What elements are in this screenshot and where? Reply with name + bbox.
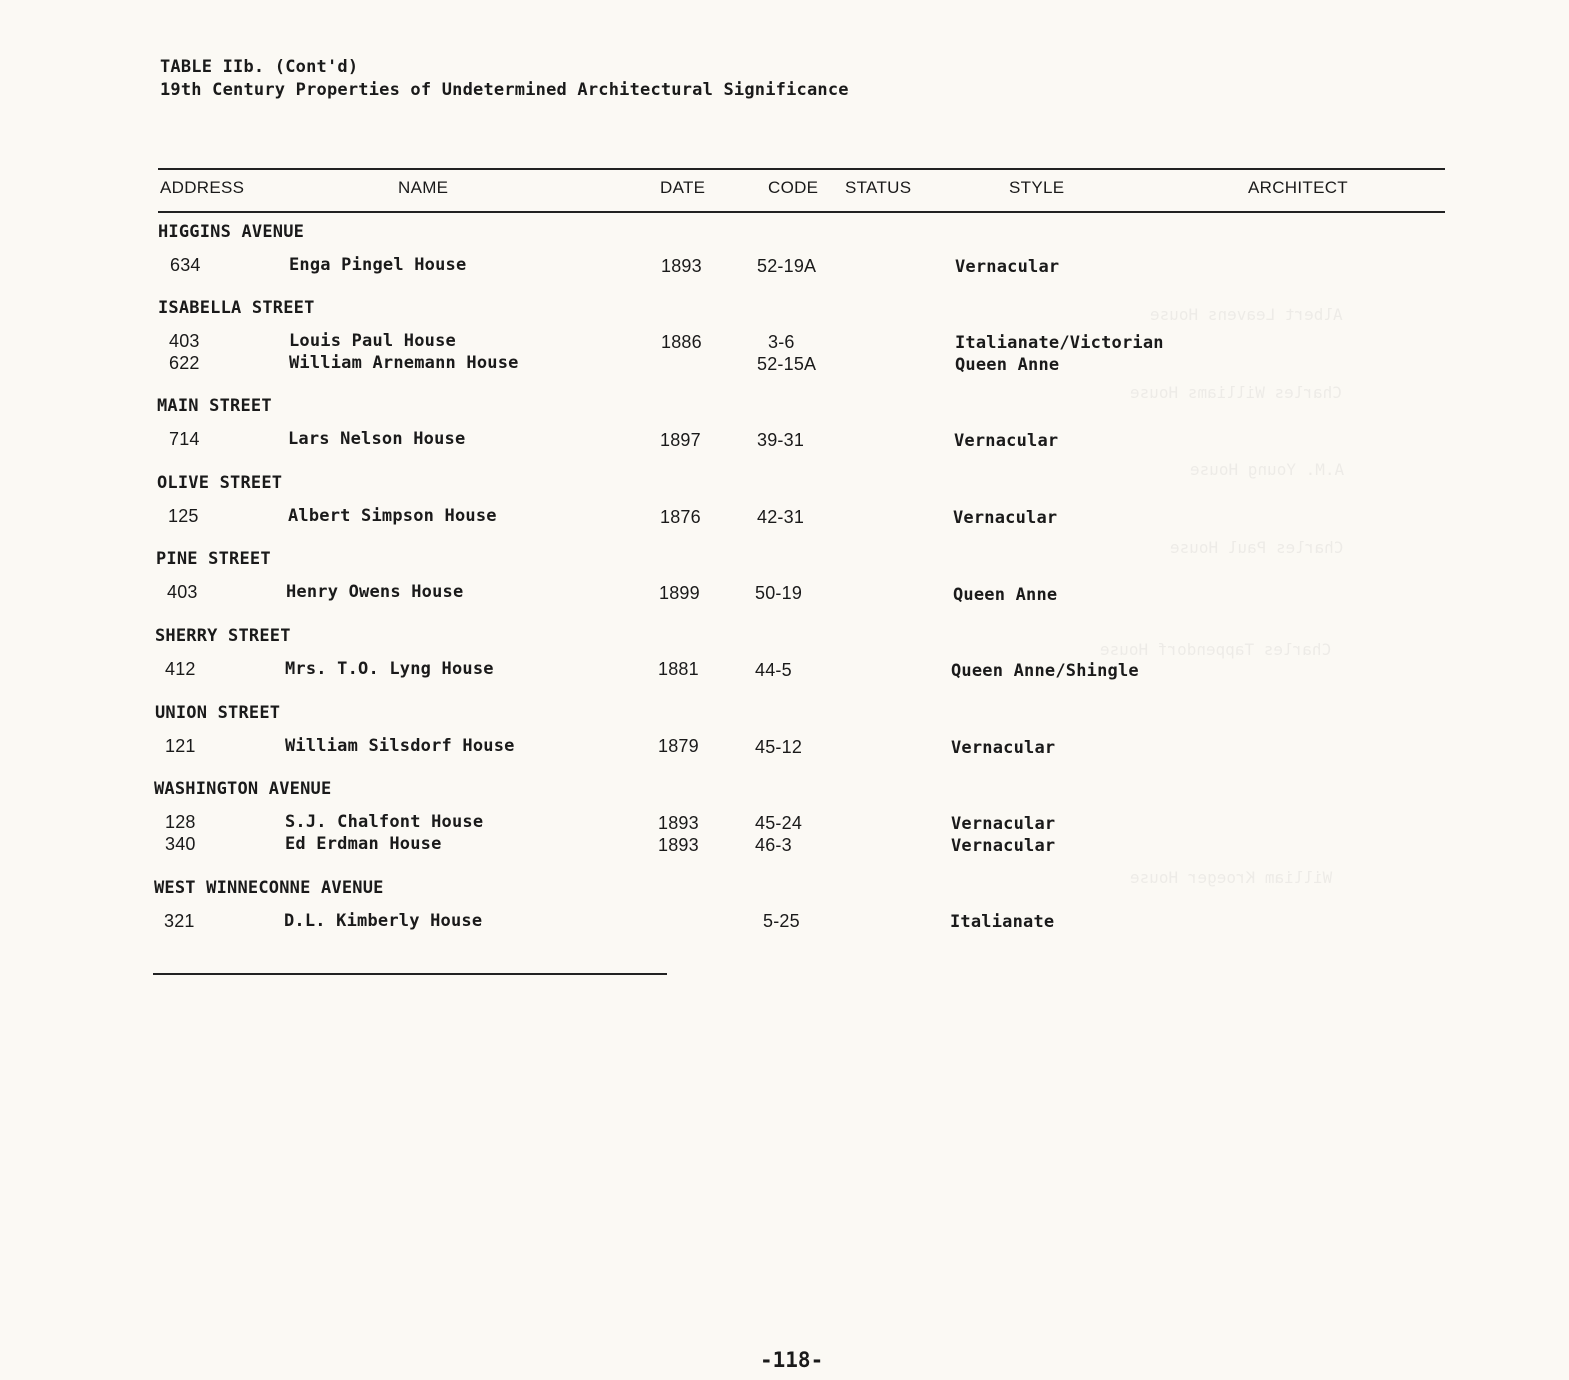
row-code: 50-19 [755,583,803,603]
row-name: D.L. Kimberly House [284,911,483,931]
row-name: Albert Simpson House [288,506,497,526]
row-date: 1899 [659,583,700,603]
header-bottom-rule [158,211,1445,213]
row-code: 3-6 [768,332,795,352]
row-date: 1893 [661,256,702,276]
street-heading: HIGGINS AVENUE [158,222,305,242]
row-style: Vernacular [954,431,1059,451]
row-style: Queen Anne/Shingle [951,661,1139,681]
row-name: Lars Nelson House [288,429,466,449]
row-style: Queen Anne [953,585,1058,605]
street-heading: PINE STREET [156,549,271,569]
row-name: William Arnemann House [289,353,519,373]
header-top-rule [158,168,1445,170]
bleed-through-decoration: William Kroeger House [1130,868,1333,887]
row-address: 128 [165,812,196,832]
row-date: 1897 [660,430,701,450]
table-title-line1: TABLE IIb. (Cont'd) [160,57,359,77]
row-date: 1893 [658,835,699,855]
table-title [160,56,849,102]
column-header-code: CODE [768,178,819,197]
row-code: 52-15A [757,354,817,374]
bleed-through-decoration: A.M. Young House [1190,460,1345,479]
column-header-style: STYLE [1009,178,1065,197]
column-header-address: ADDRESS [160,178,245,197]
table-title-line2: 19th Century Properties of Undetermined Architectural Significance [160,80,849,100]
row-code: 45-24 [755,813,803,833]
column-header-architect: ARCHITECT [1248,178,1348,197]
row-style: Vernacular [953,508,1058,528]
row-code: 5-25 [763,911,800,931]
row-code: 46-3 [755,835,792,855]
row-address: 403 [169,331,200,351]
street-heading: UNION STREET [155,703,281,723]
row-name: Enga Pingel House [289,255,467,275]
row-code: 39-31 [757,430,805,450]
column-header-date: DATE [660,178,706,197]
bleed-through-decoration: Albert Leavens House [1150,305,1343,324]
bleed-through-decoration: Charles Williams House [1130,383,1342,402]
row-name: S.J. Chalfont House [285,812,484,832]
street-heading: OLIVE STREET [157,473,283,493]
street-heading: MAIN STREET [157,396,272,416]
row-date: 1893 [658,813,699,833]
row-date: 1879 [658,736,699,756]
row-name: Henry Owens House [286,582,464,602]
table-end-rule [153,973,667,975]
row-name: Mrs. T.O. Lyng House [285,659,494,679]
street-heading: ISABELLA STREET [158,298,315,318]
row-style: Queen Anne [955,355,1060,375]
row-address: 125 [168,506,199,526]
row-style: Vernacular [951,836,1056,856]
row-code: 45-12 [755,737,803,757]
page-number: -118- [760,1348,824,1372]
row-address: 714 [169,429,200,449]
row-address: 634 [170,255,201,275]
row-address: 412 [165,659,196,679]
bleed-through-decoration: Charles Paul House [1170,538,1344,557]
row-address: 403 [167,582,198,602]
row-style: Italianate [950,912,1055,932]
row-style: Vernacular [951,738,1056,758]
column-header-status: STATUS [845,178,912,197]
row-address: 340 [165,834,196,854]
row-code: 52-19A [757,256,817,276]
row-address: 622 [169,353,200,373]
column-header-name: NAME [398,178,449,197]
row-style: Vernacular [955,257,1060,277]
bleed-through-decoration: Charles Tappendorf House [1100,640,1332,659]
row-style: Italianate/Victorian [955,333,1164,353]
street-heading: WEST WINNECONNE AVENUE [154,878,384,898]
row-date: 1876 [660,507,701,527]
row-date: 1886 [661,332,702,352]
row-name: William Silsdorf House [285,736,515,756]
row-name: Ed Erdman House [285,834,442,854]
row-date: 1881 [658,659,699,679]
row-address: 121 [165,736,196,756]
row-style: Vernacular [951,814,1056,834]
row-name: Louis Paul House [289,331,456,351]
row-code: 42-31 [757,507,805,527]
row-address: 321 [164,911,195,931]
row-code: 44-5 [755,660,792,680]
street-heading: SHERRY STREET [155,626,291,646]
street-heading: WASHINGTON AVENUE [154,779,332,799]
